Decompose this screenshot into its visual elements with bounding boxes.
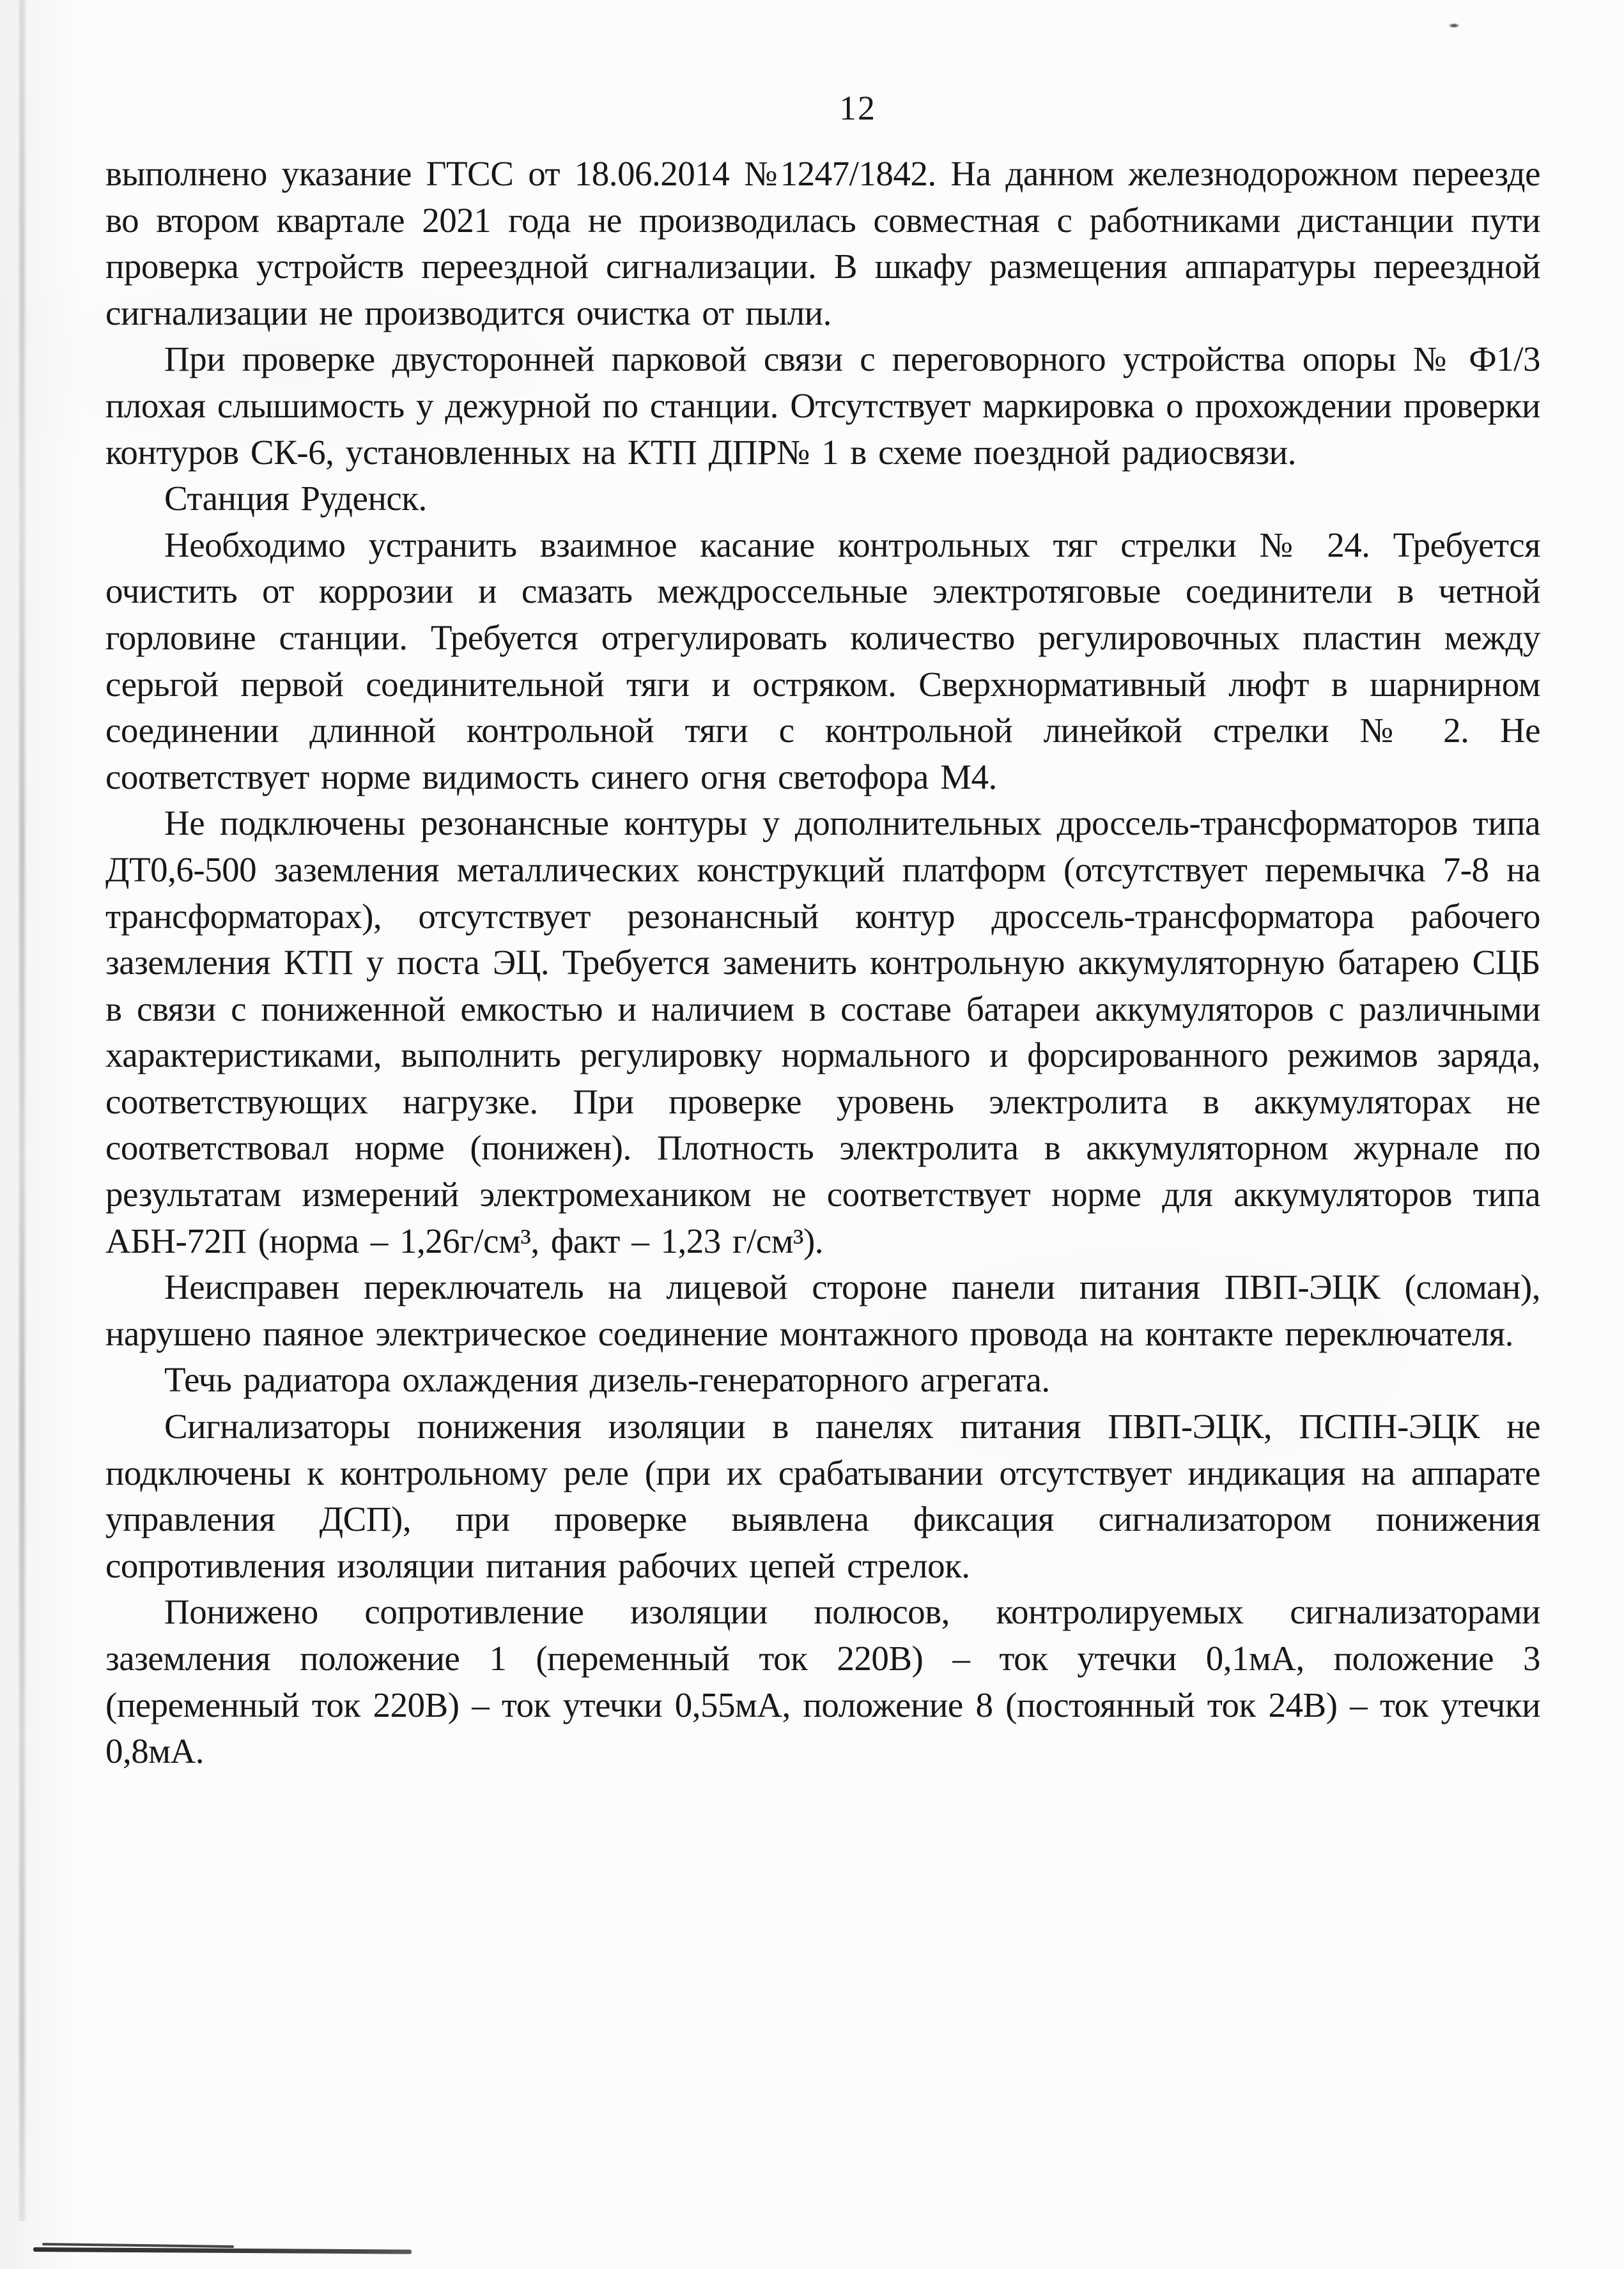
paragraph-1: выполнено указание ГТСС от 18.06.2014 №1247/1842. На данном железнодорожном переезде во втором квартале 2021 года не производилась совместная с работниками дистанции пути проверка устройств переездной сигнализации. В шкафу размещения аппаратуры переездной сигнализации не производится очистка от пыли. xyxy=(105,154,1540,332)
page-number: 12 xyxy=(839,89,876,127)
scan-speck-artifact xyxy=(1448,23,1460,28)
paragraph-6: Неисправен переключатель на лицевой стороне панели питания ПВП-ЭЦК (сломан), нарушено паяное электрическое соединение монтажного провода на контакте переключателя. xyxy=(105,1267,1540,1353)
document-body xyxy=(105,151,1540,1775)
paragraph-8: Сигнализаторы понижения изоляции в панелях питания ПВП-ЭЦК, ПСПН-ЭЦК не подключены к контрольному реле (при их срабатывании отсутствует индикация на аппарате управления ДСП), при проверке выявлена фиксация сигнализатором понижения сопротивления изоляции питания рабочих цепей стрелок. xyxy=(105,1407,1540,1585)
paragraph-2: При проверке двусторонней парковой связи с переговорного устройства опоры № Ф1/3 плохая слышимость у дежурной по станции. Отсутствует маркировка о прохождении проверки контуров СК-6, установленных на КТП ДПР№ 1 в схеме поездной радиосвязи. xyxy=(105,339,1540,472)
scan-left-shadow-artifact xyxy=(0,0,83,2269)
paragraph-3: Станция Руденск. xyxy=(164,479,427,518)
paragraph-5: Не подключены резонансные контуры у дополнительных дроссель-трансформаторов типа ДТ0,6-500 заземления металлических конструкций платформ (отсутствует перемычка 7-8 на трансформаторах), отсутствует резонансный контур дроссель-трансформатора рабочего заземления КТП у поста ЭЦ. Требуется заменить контрольную аккумуляторную батарею СЦБ в связи с пониженной емкостью и наличием в составе батареи аккумуляторов с различными характеристиками, выполнить регулировку нормального и форсированного режимов заряда, соответствующих нагрузке. При проверке уровень электролита в аккумуляторах не соответствовал норме (понижен). Плотность электролита в аккумуляторном журнале по результатам измерений электромехаником не соответствует норме для аккумуляторов типа АБН-72П (норма – 1,26г/см³, факт – 1,23 г/см³). xyxy=(105,803,1540,1260)
paragraph-9: Понижено сопротивление изоляции полюсов, контролируемых сигнализаторами заземления положение 1 (переменный ток 220В) – ток утечки 0,1мА, положение 3 (переменный ток 220В) – ток утечки 0,55мА, положение 8 (постоянный ток 24В) – ток утечки 0,8мА. xyxy=(105,1592,1540,1771)
scan-bottom-line-artifact xyxy=(33,2247,412,2254)
scan-left-edge-line-artifact xyxy=(17,0,27,2221)
paragraph-4: Необходимо устранить взаимное касание контрольных тяг стрелки № 24. Требуется очистить от коррозии и смазать междроссельные электротяговые соединители в четной горловине станции. Требуется отрегулировать количество регулировочных пластин между серьгой первой соединительной тяги и остряком. Сверхнормативный люфт в шарнирном соединении длинной контрольной тяги с контрольной линейкой стрелки № 2. Не соответствует норме видимость синего огня светофора М4. xyxy=(105,525,1540,796)
paragraph-7: Течь радиатора охлаждения дизель-генераторного агрегата. xyxy=(164,1360,1050,1400)
